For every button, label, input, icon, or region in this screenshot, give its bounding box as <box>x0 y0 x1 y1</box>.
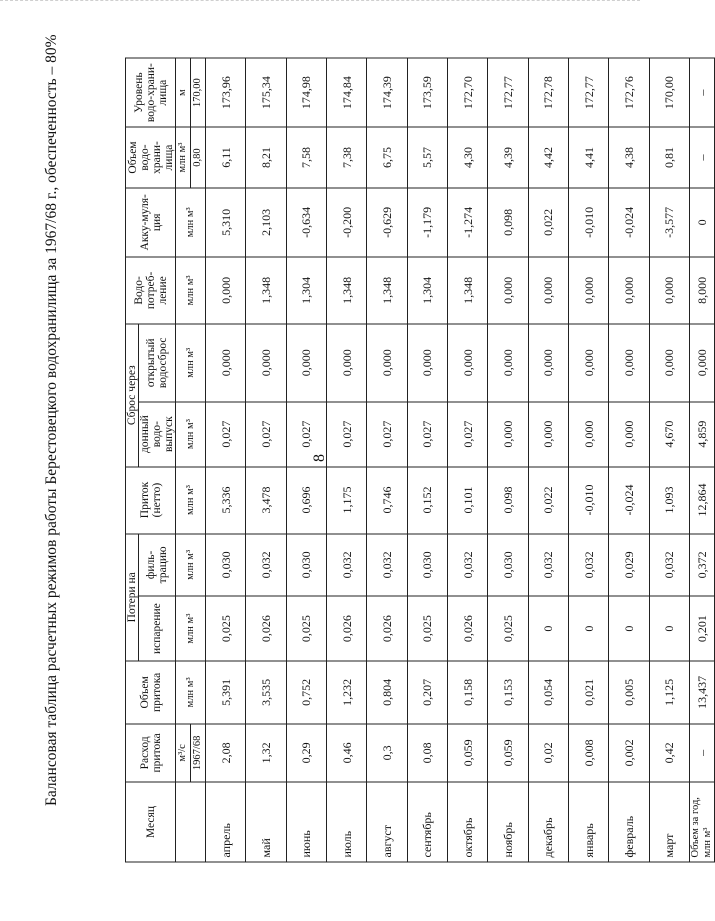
cell-net: 0,746 <box>367 467 407 534</box>
cell-evap: 0,026 <box>367 596 407 661</box>
cell-filt: 0,029 <box>609 534 649 597</box>
balance-table <box>125 58 715 863</box>
cell-net: -0,010 <box>568 467 608 534</box>
cell-open: 0,000 <box>286 324 326 402</box>
cell-net: 0,696 <box>286 467 326 534</box>
cell-volume: 6,11 <box>206 127 246 188</box>
scan-edge <box>0 0 640 4</box>
cell-bottom: 0,000 <box>488 402 528 467</box>
cell-flow: 0,46 <box>326 724 366 782</box>
table-row-4 <box>326 58 366 862</box>
cell-month: август <box>367 782 407 862</box>
cell-inflow: 0,054 <box>528 661 568 724</box>
unit-open: млн м³ <box>176 324 206 402</box>
unit-bottom: млн м³ <box>176 402 206 467</box>
cell-accum: -0,629 <box>367 188 407 257</box>
cell-bottom: 0,000 <box>609 402 649 467</box>
cell-month: апрель <box>206 782 246 862</box>
cell-open: 0,000 <box>609 324 649 402</box>
cell-accum: 2,103 <box>246 188 286 257</box>
cell-filt: 0,032 <box>568 534 608 597</box>
cell-net: 1,175 <box>326 467 366 534</box>
cell-volume: 4,39 <box>488 127 528 188</box>
header-net-inflow: Приток (нетто) <box>126 467 176 534</box>
cell-flow: 0,02 <box>528 724 568 782</box>
cell-use: 1,348 <box>367 257 407 324</box>
cell-net: 0,098 <box>488 467 528 534</box>
cell-inflow: 3,535 <box>246 661 286 724</box>
cell-filt: 0,030 <box>286 534 326 597</box>
cell-use: 0,000 <box>568 257 608 324</box>
cell-filt: 0,032 <box>528 534 568 597</box>
cell-month: ноябрь <box>488 782 528 862</box>
cell-accum: 5,310 <box>206 188 246 257</box>
cell-evap: 0,026 <box>326 596 366 661</box>
cell-volume: 7,58 <box>286 127 326 188</box>
table-row-10 <box>568 58 608 862</box>
unit-month-blank <box>176 782 206 862</box>
cell-inflow: 0,158 <box>447 661 487 724</box>
cell-open: 0,000 <box>568 324 608 402</box>
cell-level: 172,77 <box>568 58 608 127</box>
cell-flow: 0,008 <box>568 724 608 782</box>
annual-level: – <box>690 58 715 127</box>
cell-filt: 0,030 <box>488 534 528 597</box>
cell-evap: 0,025 <box>206 596 246 661</box>
cell-evap: 0 <box>649 596 689 661</box>
header-reservoir-volume: Объем водо-храни-лища <box>126 127 176 188</box>
initial-volume: 0,80 <box>191 127 206 188</box>
cell-accum: -3,577 <box>649 188 689 257</box>
cell-accum: -1,179 <box>407 188 447 257</box>
cell-flow: 0,3 <box>367 724 407 782</box>
cell-inflow: 0,021 <box>568 661 608 724</box>
cell-open: 0,000 <box>488 324 528 402</box>
cell-level: 173,59 <box>407 58 447 127</box>
cell-flow: 0,42 <box>649 724 689 782</box>
cell-use: 0,000 <box>649 257 689 324</box>
cell-net: 0,101 <box>447 467 487 534</box>
cell-level: 172,78 <box>528 58 568 127</box>
cell-volume: 0,81 <box>649 127 689 188</box>
annual-open: 0,000 <box>690 324 715 402</box>
unit-volume: млн м³ <box>176 127 191 188</box>
cell-evap: 0 <box>568 596 608 661</box>
annual-row <box>690 58 715 862</box>
cell-use: 0,000 <box>609 257 649 324</box>
cell-flow: 0,29 <box>286 724 326 782</box>
cell-volume: 4,38 <box>609 127 649 188</box>
cell-level: 174,39 <box>367 58 407 127</box>
cell-net: 0,152 <box>407 467 447 534</box>
cell-flow: 0,002 <box>609 724 649 782</box>
cell-use: 0,000 <box>488 257 528 324</box>
table-row-3 <box>286 58 326 862</box>
cell-filt: 0,032 <box>447 534 487 597</box>
annual-inflow: 13,437 <box>690 661 715 724</box>
unit-flow-rate: м³/с <box>176 724 191 782</box>
cell-inflow: 0,804 <box>367 661 407 724</box>
cell-inflow: 1,125 <box>649 661 689 724</box>
header-flow-rate: Расход притока <box>126 724 176 782</box>
cell-use: 1,348 <box>326 257 366 324</box>
cell-volume: 5,57 <box>407 127 447 188</box>
cell-flow: 2,08 <box>206 724 246 782</box>
cell-open: 0,000 <box>407 324 447 402</box>
cell-use: 0,000 <box>528 257 568 324</box>
annual-net: 12,864 <box>690 467 715 534</box>
cell-filt: 0,032 <box>367 534 407 597</box>
cell-evap: 0,026 <box>447 596 487 661</box>
cell-inflow: 0,005 <box>609 661 649 724</box>
unit-inflow: млн м³ <box>176 661 206 724</box>
cell-flow: 0,08 <box>407 724 447 782</box>
cell-level: 172,70 <box>447 58 487 127</box>
cell-level: 175,34 <box>246 58 286 127</box>
cell-filt: 0,030 <box>407 534 447 597</box>
header-filtration: филь-трацию <box>139 534 176 597</box>
cell-net: -0,024 <box>609 467 649 534</box>
cell-accum: -1,274 <box>447 188 487 257</box>
cell-flow: 0,059 <box>488 724 528 782</box>
cell-month: июль <box>326 782 366 862</box>
cell-filt: 0,032 <box>649 534 689 597</box>
cell-flow: 1,32 <box>246 724 286 782</box>
cell-evap: 0,025 <box>407 596 447 661</box>
header-month: Месяц <box>126 782 176 862</box>
page-number: 8 <box>311 454 328 462</box>
unit-use: млн м³ <box>176 257 206 324</box>
cell-level: 173,96 <box>206 58 246 127</box>
header-accumulation: Акку-муля-ция <box>126 188 176 257</box>
cell-bottom: 0,027 <box>286 402 326 467</box>
cell-open: 0,000 <box>447 324 487 402</box>
cell-volume: 6,75 <box>367 127 407 188</box>
cell-accum: 0,022 <box>528 188 568 257</box>
cell-level: 170,00 <box>649 58 689 127</box>
cell-evap: 0,025 <box>286 596 326 661</box>
cell-use: 1,348 <box>447 257 487 324</box>
cell-volume: 7,38 <box>326 127 366 188</box>
cell-month: май <box>246 782 286 862</box>
cell-use: 1,304 <box>407 257 447 324</box>
cell-level: 174,98 <box>286 58 326 127</box>
initial-level: 170,00 <box>191 58 206 127</box>
cell-month: январь <box>568 782 608 862</box>
cell-open: 0,000 <box>246 324 286 402</box>
cell-month: март <box>649 782 689 862</box>
table-row-1 <box>206 58 246 862</box>
cell-bottom: 4,670 <box>649 402 689 467</box>
cell-use: 1,348 <box>246 257 286 324</box>
cell-inflow: 0,153 <box>488 661 528 724</box>
cell-filt: 0,032 <box>246 534 286 597</box>
annual-volume: – <box>690 127 715 188</box>
cell-accum: -0,200 <box>326 188 366 257</box>
header-losses: Потери на <box>126 534 139 662</box>
cell-accum: -0,010 <box>568 188 608 257</box>
cell-inflow: 0,752 <box>286 661 326 724</box>
cell-inflow: 1,232 <box>326 661 366 724</box>
cell-accum: -0,024 <box>609 188 649 257</box>
rotated-table-wrapper <box>125 58 715 863</box>
cell-accum: 0,098 <box>488 188 528 257</box>
cell-open: 0,000 <box>649 324 689 402</box>
annual-evap: 0,201 <box>690 596 715 661</box>
cell-net: 5,336 <box>206 467 246 534</box>
annual-bottom: 4,859 <box>690 402 715 467</box>
header-reservoir-level: Уровень водо-храни-лища <box>126 58 176 127</box>
unit-level: м <box>176 58 191 127</box>
annual-filt: 0,372 <box>690 534 715 597</box>
cell-level: 174,84 <box>326 58 366 127</box>
annual-flow: – <box>690 724 715 782</box>
table-row-8 <box>488 58 528 862</box>
cell-net: 1,093 <box>649 467 689 534</box>
cell-volume: 4,41 <box>568 127 608 188</box>
cell-use: 0,000 <box>206 257 246 324</box>
table-row-2 <box>246 58 286 862</box>
cell-filt: 0,030 <box>206 534 246 597</box>
cell-bottom: 0,000 <box>568 402 608 467</box>
annual-use: 8,000 <box>690 257 715 324</box>
cell-open: 0,000 <box>326 324 366 402</box>
cell-evap: 0,025 <box>488 596 528 661</box>
table-row-6 <box>407 58 447 862</box>
cell-month: декабрь <box>528 782 568 862</box>
table-row-5 <box>367 58 407 862</box>
header-inflow-volume: Объем притока <box>126 661 176 724</box>
cell-bottom: 0,027 <box>447 402 487 467</box>
cell-volume: 4,30 <box>447 127 487 188</box>
table-row-12 <box>649 58 689 862</box>
cell-evap: 0,026 <box>246 596 286 661</box>
unit-accum: млн м³ <box>176 188 206 257</box>
annual-accum: 0 <box>690 188 715 257</box>
cell-month: февраль <box>609 782 649 862</box>
cell-bottom: 0,027 <box>206 402 246 467</box>
cell-month: октябрь <box>447 782 487 862</box>
cell-month: сентябрь <box>407 782 447 862</box>
cell-bottom: 0,000 <box>528 402 568 467</box>
cell-flow: 0,059 <box>447 724 487 782</box>
table-row-7 <box>447 58 487 862</box>
cell-filt: 0,032 <box>326 534 366 597</box>
cell-open: 0,000 <box>528 324 568 402</box>
cell-open: 0,000 <box>367 324 407 402</box>
unit-net: млн м³ <box>176 467 206 534</box>
cell-volume: 4,42 <box>528 127 568 188</box>
header-open-spillway: открытый водосброс <box>139 324 176 402</box>
cell-evap: 0 <box>528 596 568 661</box>
header-discharge: Сброс через <box>126 324 139 467</box>
cell-use: 1,304 <box>286 257 326 324</box>
unit-filtration: млн м³ <box>176 534 206 597</box>
cell-level: 172,76 <box>609 58 649 127</box>
header-water-use: Водо-потреб-ление <box>126 257 176 324</box>
cell-bottom: 0,027 <box>326 402 366 467</box>
annual-label: Объем за год, млн м³ <box>690 782 715 862</box>
cell-month: июнь <box>286 782 326 862</box>
cell-bottom: 0,027 <box>367 402 407 467</box>
header-bottom-outlet: донный водо-выпуск <box>139 402 176 467</box>
unit-evaporation: млн м³ <box>176 596 206 661</box>
table-caption: Балансовая таблица расчетных режимов работы Берестовецкого водохранилища за 1967/68 г., обеспеченность – 80% <box>43 34 60 806</box>
cell-net: 0,022 <box>528 467 568 534</box>
cell-bottom: 0,027 <box>407 402 447 467</box>
cell-accum: -0,634 <box>286 188 326 257</box>
header-evaporation: испарение <box>139 596 176 661</box>
cell-net: 3,478 <box>246 467 286 534</box>
cell-bottom: 0,027 <box>246 402 286 467</box>
table-row-9 <box>528 58 568 862</box>
cell-inflow: 5,391 <box>206 661 246 724</box>
cell-inflow: 0,207 <box>407 661 447 724</box>
cell-evap: 0 <box>609 596 649 661</box>
cell-open: 0,000 <box>206 324 246 402</box>
cell-volume: 8,21 <box>246 127 286 188</box>
table-row-11 <box>609 58 649 862</box>
year-label: 1967/68 <box>191 724 206 782</box>
cell-level: 172,77 <box>488 58 528 127</box>
